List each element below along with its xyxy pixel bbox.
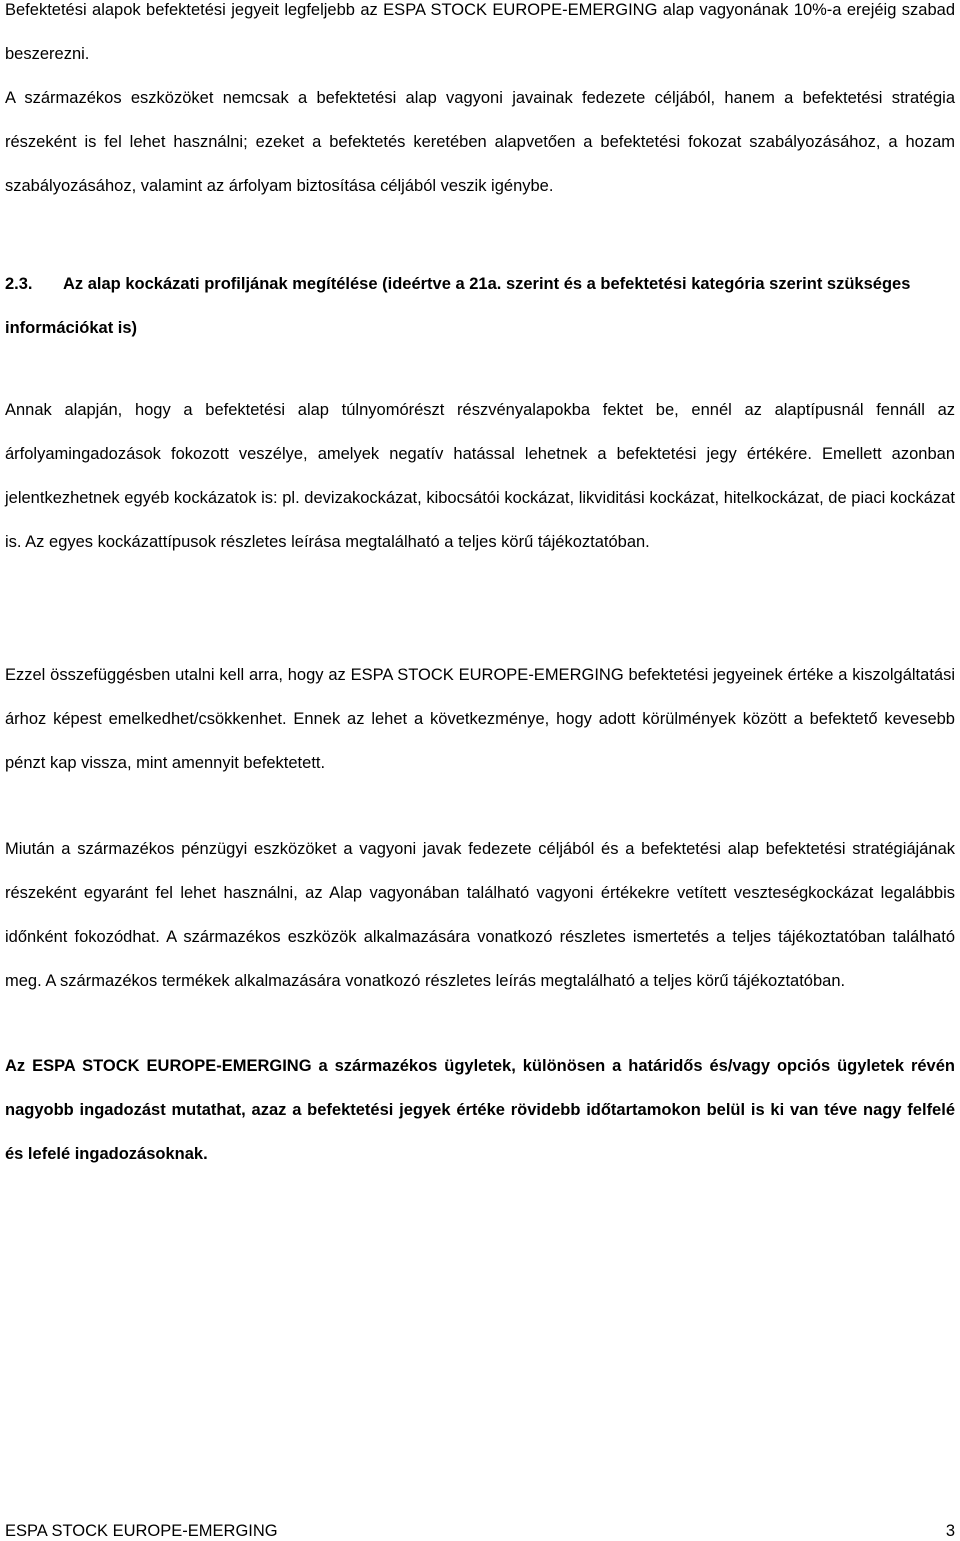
- footer-page-number: 3: [945, 1522, 955, 1540]
- paragraph-volatility-warning: Az ESPA STOCK EUROPE-EMERGING a származékos ügyletek, különösen a határidős és/vagy opciós ügyletek révén nagyobb ingadozást mutathat, azaz a befektetési jegyek értéke rövidebb időtartamokon belül is ki van téve nagy felfelé és lefelé ingadozásoknak.: [5, 1057, 955, 1163]
- paragraph-derivative-loss-risk: Miután a származékos pénzügyi eszközöket a vagyoni javak fedezete céljából és a befektetési alap befektetési stratégiájának részeként egyaránt fel lehet használni, az Alap vagyonában található vagyoni értékekre vetített veszteségkockázat legalábbis időnként fokozódhat. A származékos eszközök alkalmazására vonatkozó részletes ismertetés a teljes tájékoztatóban található meg. A származékos termékek alkalmazására vonatkozó részletes leírás megtalálható a teljes körű tájékoztatóban.: [5, 840, 955, 990]
- paragraph-fund-investment-limit: Befektetési alapok befektetési jegyeit legfeljebb az ESPA STOCK EUROPE-EMERGING alap vagyonának 10%-a erejéig szabad beszerezni.: [5, 1, 955, 63]
- section-number: 2.3.: [5, 275, 33, 293]
- section-heading: [5, 262, 955, 350]
- page-footer: [5, 1521, 955, 1541]
- paragraph-risk-profile: Annak alapján, hogy a befektetési alap túlnyomórészt részvényalapokba fektet be, ennél az alaptípusnál fennáll az árfolyamingadozások fokozott veszélye, amelyek negatív hatással lehetnek a befektetési jegy értékére. Emellett azonban jelentkezhetnek egyéb kockázatok is: pl. devizakockázat, kibocsátói kockázat, likviditási kockázat, hitelkockázat, de piaci kockázat is. Az egyes kockázattípusok részletes leírása megtalálható a teljes körű tájékoztatóban.: [5, 401, 955, 551]
- section-title: Az alap kockázati profiljának megítélése (ideértve a 21a. szerint és a befektetési kategória szerint szükséges információkat is): [5, 275, 911, 337]
- footer-fund-name: ESPA STOCK EUROPE-EMERGING: [5, 1522, 278, 1540]
- paragraph-value-fluctuation: Ezzel összefüggésben utalni kell arra, hogy az ESPA STOCK EUROPE-EMERGING befektetési jegyeinek értéke a kiszolgáltatási árhoz képest emelkedhet/csökkenhet. Ennek az lehet a következménye, hogy adott körülmények között a befektető kevesebb pénzt kap vissza, mint amennyit befektetett.: [5, 666, 955, 772]
- paragraph-derivatives-usage: A származékos eszközöket nemcsak a befektetési alap vagyoni javainak fedezete céljából, hanem a befektetési stratégia részeként is fel lehet használni; ezeket a befektetés keretében alapvetően a befektetési fokozat szabályozásához, a hozam szabályozásához, valamint az árfolyam biztosítása céljából veszik igénybe.: [5, 89, 955, 195]
